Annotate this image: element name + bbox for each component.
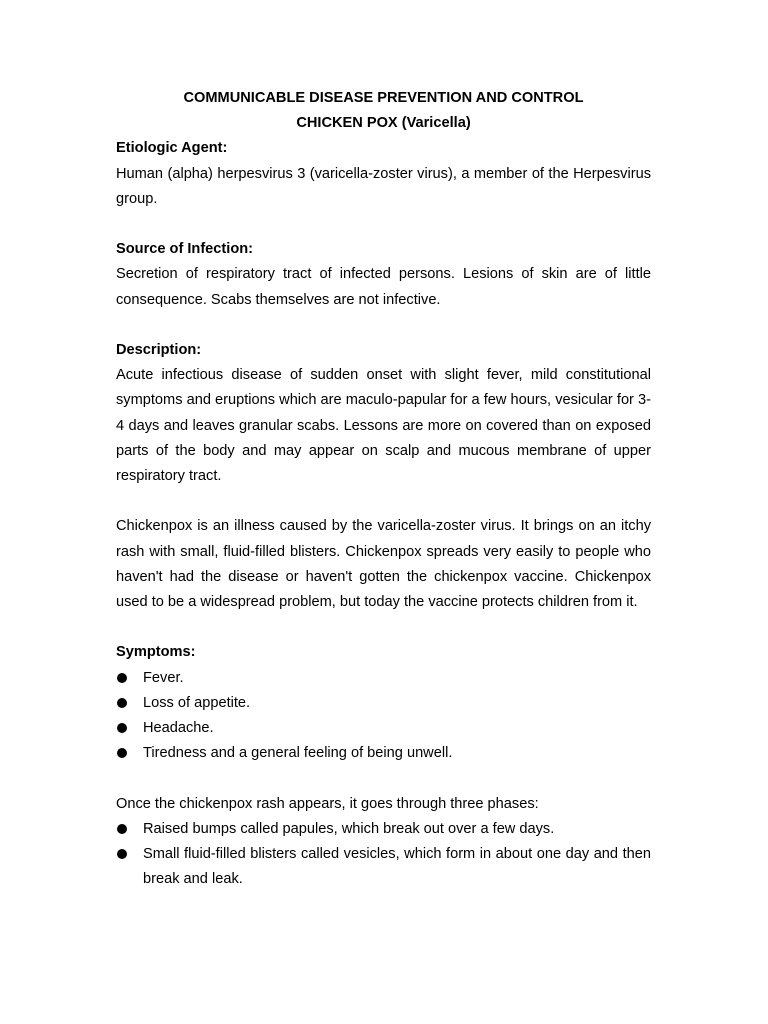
bullet-icon xyxy=(117,723,127,733)
list-item xyxy=(116,842,651,892)
bullet-icon xyxy=(117,849,127,859)
etiologic-text: Human (alpha) herpesvirus 3 (varicella-zoster virus), a member of the Herpesvirus group. xyxy=(116,165,651,207)
document-subtitle: CHICKEN POX (Varicella) xyxy=(296,115,471,132)
phases-list xyxy=(116,817,651,893)
source-text: Secretion of respiratory tract of infected persons. Lesions of skin are of little consequence. Scabs themselves are not infective. xyxy=(116,266,651,308)
list-item xyxy=(116,691,651,716)
list-item xyxy=(116,741,651,766)
phases-intro: Once the chickenpox rash appears, it goes through three phases: xyxy=(116,795,539,812)
bullet-icon xyxy=(117,748,127,758)
list-item-text: Raised bumps called papules, which break out over a few days. xyxy=(143,820,555,837)
list-item-text: Fever. xyxy=(143,669,184,686)
list-item xyxy=(116,716,651,741)
etiologic-heading: Etiologic Agent: xyxy=(116,140,228,157)
description-text-2: Chickenpox is an illness caused by the varicella-zoster virus. It brings on an itchy rash with small, fluid-filled blisters. Chickenpox spreads very easily to people who haven't had the disease or haven't gotten the chickenpox vaccine. Chickenpox used to be a widespread problem, but today the vaccine protects children from it. xyxy=(116,518,651,611)
bullet-icon xyxy=(117,698,127,708)
list-item-text: Loss of appetite. xyxy=(143,694,251,711)
symptoms-list xyxy=(116,666,651,767)
list-item-text: Headache. xyxy=(143,720,214,737)
list-item-text: Small fluid-filled blisters called vesicles, which form in about one day and then break and leak. xyxy=(143,846,651,888)
list-item xyxy=(116,666,651,691)
list-item-text: Tiredness and a general feeling of being unwell. xyxy=(143,745,453,762)
source-heading: Source of Infection: xyxy=(116,241,254,258)
bullet-icon xyxy=(117,673,127,683)
document-page xyxy=(116,86,651,892)
bullet-icon xyxy=(117,824,127,834)
list-item xyxy=(116,817,651,842)
description-text: Acute infectious disease of sudden onset with slight fever, mild constitutional symptoms and eruptions which are maculo-papular for a few hours, vesicular for 3-4 days and leaves granular scabs. Lessons are more on covered than on exposed parts of the body and may appear on scalp and mucous membrane of upper respiratory tract. xyxy=(116,367,651,485)
symptoms-heading: Symptoms: xyxy=(116,644,196,661)
description-heading: Description: xyxy=(116,342,202,358)
document-title: COMMUNICABLE DISEASE PREVENTION AND CONTROL xyxy=(183,90,584,106)
